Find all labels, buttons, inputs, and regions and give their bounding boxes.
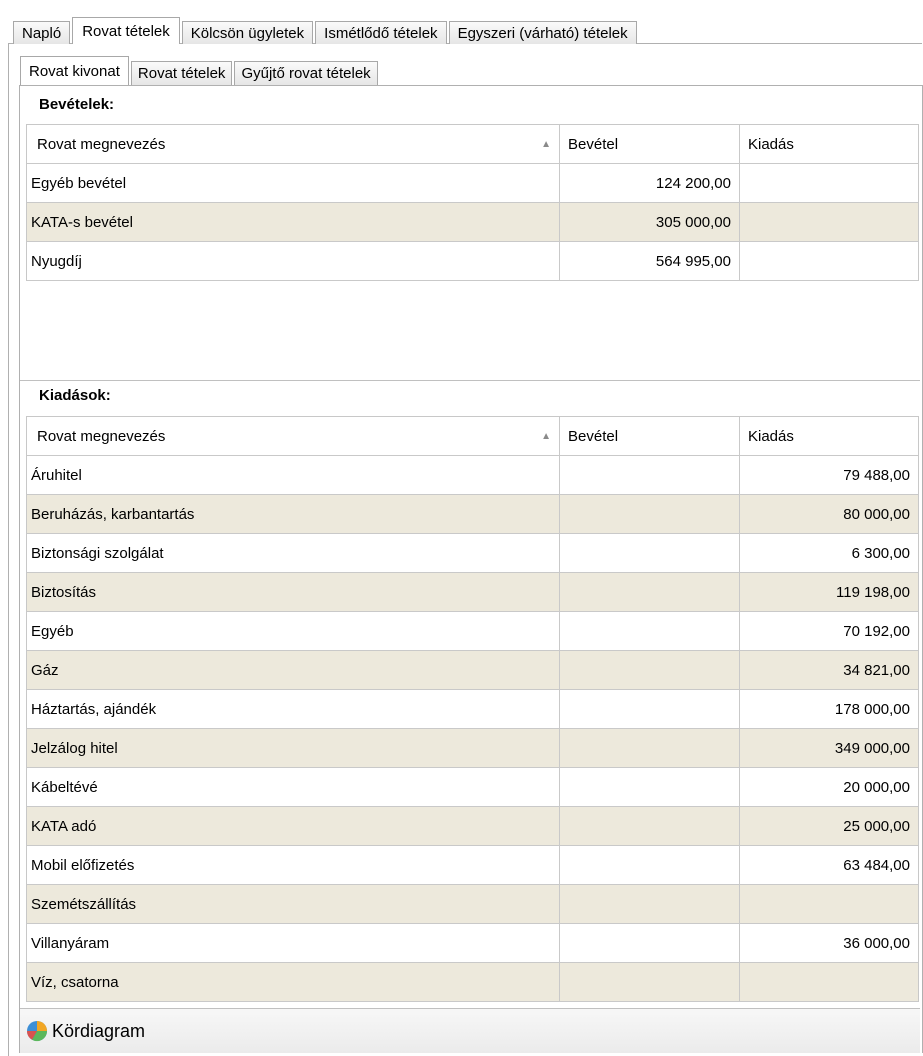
table-row[interactable] (27, 885, 918, 924)
cell-name[interactable]: Beruházás, karbantartás (27, 495, 560, 533)
table-row[interactable] (27, 846, 918, 885)
table-row[interactable] (27, 534, 918, 573)
expenses-table (26, 416, 919, 1002)
cell-name[interactable]: Víz, csatorna (27, 963, 560, 1001)
table-row[interactable] (27, 729, 918, 768)
cell-kiadas[interactable]: 36 000,00 (843, 934, 910, 952)
income-table-header (27, 125, 918, 164)
section-splitter[interactable] (20, 380, 920, 381)
cell-bevetel[interactable] (560, 963, 740, 1001)
table-row[interactable] (27, 242, 918, 281)
cell-kiadas[interactable]: 70 192,00 (843, 622, 910, 640)
table-row[interactable] (27, 807, 918, 846)
cell-name[interactable]: Áruhitel (27, 456, 560, 494)
income-section-title: Bevételek: (39, 96, 115, 113)
cell-bevetel[interactable] (560, 651, 740, 689)
main-tab-bar (13, 18, 639, 44)
cell-kiadas[interactable]: 63 484,00 (843, 856, 910, 874)
cell-kiadas[interactable]: 6 300,00 (851, 544, 910, 562)
cell-name[interactable]: Villanyáram (27, 924, 560, 962)
cell-kiadas[interactable]: 349 000,00 (834, 739, 910, 757)
cell-name[interactable]: Gáz (27, 651, 560, 689)
cell-kiadas[interactable] (740, 963, 918, 1001)
table-row[interactable] (27, 495, 918, 534)
cell-kiadas[interactable]: 79 488,00 (843, 466, 910, 484)
cell-bevetel[interactable] (560, 885, 740, 923)
cell-name[interactable]: Egyéb (27, 612, 560, 650)
tab-rovat-tetelek[interactable]: Rovat tételek (72, 17, 180, 44)
cell-bevetel[interactable] (560, 807, 740, 845)
table-row[interactable] (27, 573, 918, 612)
cell-kiadas[interactable] (740, 203, 918, 241)
subtab-rovat-tetelek[interactable]: Rovat tételek (131, 61, 233, 85)
cell-kiadas[interactable]: 80 000,00 (843, 505, 910, 523)
expenses-section-title: Kiadások: (39, 387, 111, 404)
cell-name[interactable]: Háztartás, ajándék (27, 690, 560, 728)
pie-chart-button-label: Kördiagram (52, 1020, 146, 1041)
tab-ismetlodo-tetelek[interactable]: Ismétlődő tételek (315, 21, 446, 44)
cell-name[interactable]: KATA-s bevétel (27, 203, 560, 241)
tab-kolcson-ugyletek[interactable]: Kölcsön ügyletek (182, 21, 313, 44)
pie-chart-icon (26, 1020, 48, 1042)
cell-name[interactable]: Biztonsági szolgálat (27, 534, 560, 572)
cell-bevetel[interactable] (560, 534, 740, 572)
column-header-name[interactable] (27, 417, 560, 455)
cell-kiadas[interactable]: 25 000,00 (843, 817, 910, 835)
cell-name[interactable]: Biztosítás (27, 573, 560, 611)
income-table (26, 124, 919, 281)
subtab-gyujto-rovat-tetelek[interactable]: Gyűjtő rovat tételek (234, 61, 377, 85)
cell-kiadas[interactable] (740, 164, 918, 202)
cell-name[interactable]: Szemétszállítás (27, 885, 560, 923)
column-header-bevetel[interactable]: Bevétel (560, 125, 740, 163)
cell-bevetel[interactable] (560, 768, 740, 806)
tab-egyszeri-tetelek[interactable]: Egyszeri (várható) tételek (449, 21, 637, 44)
table-row[interactable] (27, 768, 918, 807)
column-header-name-label: Rovat megnevezés (37, 427, 166, 445)
cell-bevetel[interactable] (560, 573, 740, 611)
cell-name[interactable]: Kábeltévé (27, 768, 560, 806)
table-row[interactable] (27, 164, 918, 203)
cell-name[interactable]: KATA adó (27, 807, 560, 845)
cell-bevetel[interactable] (560, 495, 740, 533)
table-row[interactable] (27, 651, 918, 690)
tab-naplo[interactable]: Napló (13, 21, 70, 44)
cell-bevetel[interactable] (560, 690, 740, 728)
bottom-toolbar (20, 1008, 920, 1053)
column-header-name[interactable] (27, 125, 560, 163)
table-row[interactable] (27, 963, 918, 1002)
cell-name[interactable]: Jelzálog hitel (27, 729, 560, 767)
cell-name[interactable]: Egyéb bevétel (27, 164, 560, 202)
cell-kiadas[interactable]: 119 198,00 (836, 583, 910, 601)
column-header-bevetel[interactable]: Bevétel (560, 417, 740, 455)
pie-chart-button[interactable] (26, 1020, 145, 1042)
subtab-rovat-kivonat[interactable]: Rovat kivonat (20, 56, 129, 85)
cell-kiadas[interactable]: 178 000,00 (834, 700, 910, 718)
cell-name[interactable]: Nyugdíj (27, 242, 560, 280)
table-row[interactable] (27, 456, 918, 495)
cell-bevetel[interactable] (560, 456, 740, 494)
cell-bevetel[interactable] (560, 846, 740, 884)
table-row[interactable] (27, 612, 918, 651)
column-header-kiadas[interactable]: Kiadás (748, 427, 794, 445)
table-row[interactable] (27, 203, 918, 242)
cell-kiadas[interactable] (740, 885, 918, 923)
column-header-name-label: Rovat megnevezés (37, 135, 166, 153)
table-row[interactable] (27, 924, 918, 963)
sub-tab-bar (20, 57, 380, 85)
cell-name[interactable]: Mobil előfizetés (27, 846, 560, 884)
cell-bevetel[interactable]: 305 000,00 (560, 203, 740, 241)
column-header-kiadas[interactable]: Kiadás (748, 135, 794, 153)
table-row[interactable] (27, 690, 918, 729)
cell-bevetel[interactable] (560, 729, 740, 767)
cell-kiadas[interactable] (740, 242, 918, 280)
cell-bevetel[interactable] (560, 612, 740, 650)
sort-ascending-icon: ▲ (541, 430, 551, 442)
cell-bevetel[interactable]: 124 200,00 (560, 164, 740, 202)
cell-kiadas[interactable]: 34 821,00 (843, 661, 910, 679)
cell-bevetel[interactable]: 564 995,00 (560, 242, 740, 280)
expenses-table-header (27, 417, 918, 456)
cell-kiadas[interactable]: 20 000,00 (843, 778, 910, 796)
sort-ascending-icon: ▲ (541, 138, 551, 150)
cell-bevetel[interactable] (560, 924, 740, 962)
